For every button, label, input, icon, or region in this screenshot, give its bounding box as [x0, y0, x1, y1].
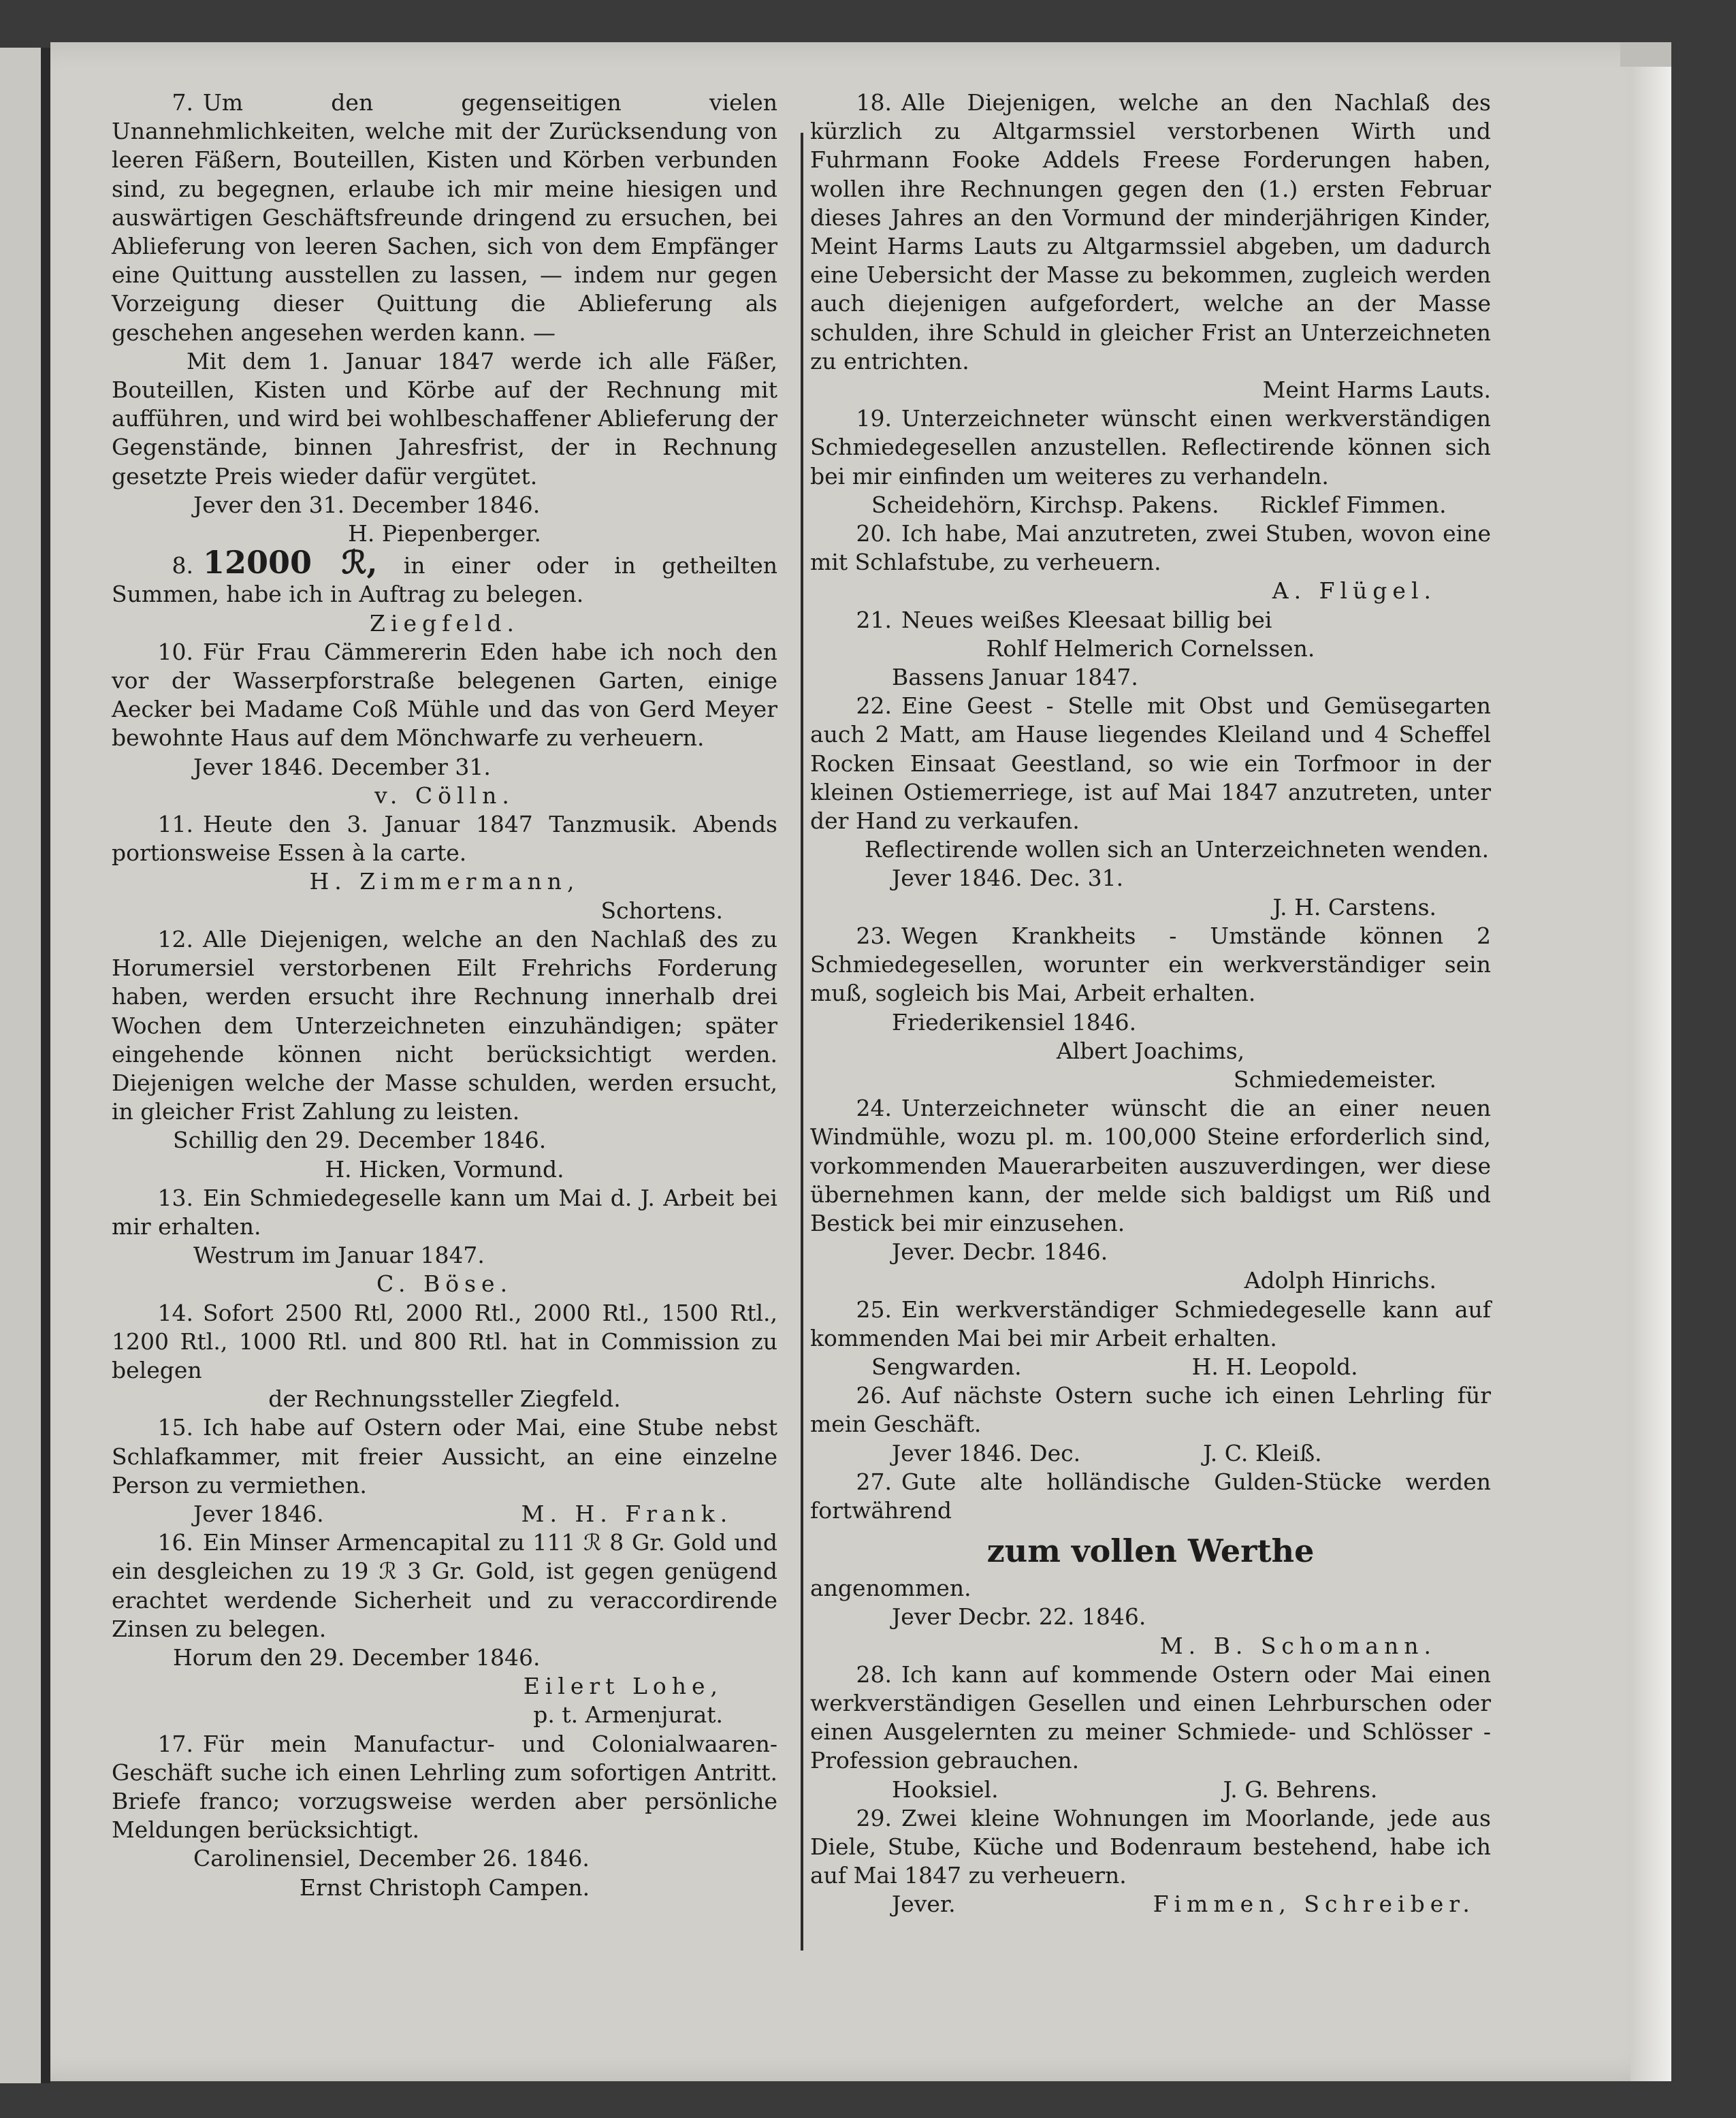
ad-number: 19.	[856, 405, 892, 432]
ad-signature: M. B. Schomann.	[1159, 1632, 1436, 1659]
ad-text: Zwei kleine Wohnungen im Moorlande, jede aus Diele, Stube, Küche und Bodenraum bestehend, habe ich auf Mai 1847 zu verheuern.	[810, 1804, 1491, 1889]
ad-text: Alle Diejenigen, welche an den Nachlaß des kürzlich zu Altgarmssiel verstorbenen Wirth und Fuhrmann Fooke Addels Freese Forderungen haben, wollen ihre Rechnungen gegen den (1.) ersten Februar dieses Jahres an den Vormund der minderjährigen Kinder, Meint Harms Lauts zu Altgarmssiel abgeben, um dadurch eine Uebersicht der Masse zu bekommen, zugleich werden auch diejenigen aufgefordert, welche an der Masse schulden, ihre Schuld in gleicher Frist an Unterzeichneten zu entrichten.	[810, 89, 1491, 374]
ad-place-date: Jever 1846. December 31.	[193, 753, 491, 780]
ad-text: Heute den 3. Januar 1847 Tanzmusik. Abends portionsweise Essen à la carte.	[112, 811, 777, 867]
ad-11	[112, 810, 777, 867]
ad-signature: H. Zimmermann,	[309, 868, 580, 895]
ad-number: 18.	[856, 89, 892, 116]
ad-signature: J. H. Carstens.	[1272, 893, 1436, 920]
page-corner	[1620, 42, 1671, 67]
ad-text: Sofort 2500 Rtl, 2000 Rtl., 2000 Rtl., 1500 Rtl., 1200 Rtl., 1000 Rtl. und 800 Rtl. hat in Commission zu belegen	[112, 1299, 777, 1383]
ad-8	[112, 544, 777, 609]
ad-place: Jever 1846. Dec.	[892, 1439, 1081, 1466]
ad-place-date: Bassens Januar 1847.	[892, 664, 1138, 691]
ad-text: Mit dem 1. Januar 1847 werde ich alle Fäßer, Bouteillen, Kisten und Körbe auf der Rechnung mit aufführen, und wird bei wohlbeschaffener Ablieferung der Gegenstände, binnen Jahresfrist, der in Rechnung gesetzte Preis wieder dafür vergütet.	[112, 347, 777, 490]
ad-number: 26.	[856, 1382, 892, 1409]
ad-29	[810, 1804, 1491, 1891]
ad-number: 28.	[856, 1660, 892, 1688]
right-column	[810, 89, 1491, 1919]
page-gutter	[41, 48, 50, 2083]
ad-number: 14.	[157, 1299, 193, 1326]
ad-place-date: Jever. Decbr. 1846.	[892, 1238, 1108, 1266]
ad-text: Ich habe, Mai anzutreten, zwei Stuben, wovon eine mit Schlafstube, zu verheuern.	[810, 520, 1491, 576]
ad-text: Auf nächste Ostern suche ich einen Lehrling für mein Geschäft.	[810, 1382, 1491, 1438]
ad-number: 10.	[157, 638, 193, 665]
ad-text: Ein Schmiedegeselle kann um Mai d. J. Arbeit bei mir erhalten.	[112, 1184, 777, 1240]
ad-signature: Ricklef Fimmen.	[1259, 491, 1447, 518]
ad-text: angenommen.	[810, 1575, 971, 1602]
ad-signature: Fimmen, Schreiber.	[1153, 1891, 1475, 1918]
ad-headline: zum vollen Werthe	[986, 1533, 1315, 1570]
ad-place-date	[810, 1353, 1491, 1381]
ad-text: Alle Diejenigen, welche an den Nachlaß des zu Horumersiel verstorbenen Eilt Frehrichs Forderung haben, werden ersucht ihre Rechnung innerhalb drei Wochen dem Unterzeichneten einzuhändigen; später eingehende können nicht berücksichtigt werden. Diejenigen welche der Masse schulden, werden ersucht, in gleicher Frist Zahlung zu leisten.	[112, 925, 777, 1125]
ad-number: 15.	[157, 1414, 193, 1441]
ad-place-date	[810, 1776, 1491, 1804]
ad-signature: J. C. Kleiß.	[1203, 1439, 1322, 1466]
ad-number: 24.	[856, 1095, 892, 1122]
ad-signature: Albert Joachims,	[1056, 1037, 1245, 1064]
left-column	[112, 89, 777, 1902]
ad-text: Für Frau Cämmererin Eden habe ich noch den vor der Wasserpforstraße belegenen Garten, einige Aecker bei Madame Coß Mühle und das von Gerd Meyer bewohnte Haus auf dem Mönchwarfe zu verheuern.	[112, 638, 777, 752]
ad-text: Unterzeichneter wünscht einen werkverständigen Schmiedegesellen anzustellen. Reflectirende können sich bei mir einfinden um weiteres zu verhandeln.	[810, 405, 1491, 490]
ad-text: Eine Geest - Stelle mit Obst und Gemüsegarten auch 2 Matt, am Hause liegendes Kleiland und 4 Scheffel Rocken Einsaat Geestland, so wie ein Torfmoor in der kleinen Ostiemerriege, ist auf Mai 1847 anzutreten, unter der Hand zu verkaufen.	[810, 692, 1491, 835]
ad-number: 25.	[856, 1296, 892, 1323]
ad-signature: Ziegfeld.	[369, 609, 520, 637]
ad-signature-place: Schortens.	[600, 897, 723, 924]
ad-13	[112, 1184, 777, 1241]
ad-place: Jever 1846.	[193, 1500, 324, 1527]
column-divider	[801, 133, 803, 1951]
ad-22	[810, 692, 1491, 835]
ad-17	[112, 1730, 777, 1845]
ad-text: Reflectirende wollen sich an Unterzeichneten wenden.	[865, 836, 1490, 863]
ad-number: 22.	[856, 692, 892, 720]
ad-21	[810, 606, 1491, 635]
ad-number: 29.	[856, 1804, 892, 1831]
ad-signature: Eilert Lohe,	[523, 1673, 723, 1700]
ad-text: Ein Minser Armencapital zu 111 ℛ 8 Gr. Gold und ein desgleichen zu 19 ℛ 3 Gr. Gold, ist gegen genügend erachtet werdende Sicherheit und zu veraccordirende Zinsen zu belegen.	[112, 1529, 777, 1642]
ad-text: Um den gegenseitigen vielen Unannehmlichkeiten, welche mit der Zurücksendung von leeren Fäßern, Bouteillen, Kisten und Körben verbunden sind, zu begegnen, erlaube ich mir meine hiesigen und auswärtigen Geschäftsfreunde dringend zu ersuchen, bei Ablieferung von leeren Sachen, sich von dem Empfänger eine Quittung ausstellen zu lassen, — indem nur gegen Vorzeigung dieser Quittung die Ablieferung als geschehen angesehen werden kann. —	[112, 89, 777, 346]
ad-number: 20.	[856, 520, 892, 547]
ad-text: Gute alte holländische Gulden-Stücke werden fortwährend	[810, 1468, 1491, 1524]
ad-signature: H. Hicken, Vormund.	[325, 1155, 564, 1183]
ad-text: Ich habe auf Ostern oder Mai, eine Stube nebst Schlafkammer, mit freier Aussicht, an eine einzelne Person zu vermiethen.	[112, 1414, 777, 1498]
ad-number: 17.	[157, 1730, 193, 1757]
ad-place-date: Westrum im Januar 1847.	[193, 1242, 485, 1269]
ad-signature: Meint Harms Lauts.	[1262, 376, 1491, 404]
ad-place-date: Jever 1846. Dec. 31.	[892, 865, 1124, 892]
ad-place-date: Horum den 29. December 1846.	[173, 1643, 541, 1671]
ad-number: 21.	[856, 606, 892, 633]
ad-signature: J. G. Behrens.	[1223, 1776, 1378, 1803]
ad-signature: Adolph Hinrichs.	[1244, 1267, 1436, 1294]
ad-16	[112, 1528, 777, 1643]
ad-signature: H. H. Leopold.	[1191, 1353, 1358, 1380]
ad-place-date: Jever Decbr. 22. 1846.	[892, 1603, 1146, 1631]
ad-number: 12.	[157, 925, 193, 952]
ad-27	[810, 1468, 1491, 1525]
ad-number: 7.	[172, 89, 193, 116]
ad-signature: A. Flügel.	[1272, 577, 1436, 605]
ad-place-date	[810, 1439, 1491, 1468]
ad-number: 11.	[157, 811, 193, 838]
ad-15	[112, 1413, 777, 1500]
ad-place-date: Carolinensiel, December 26. 1846.	[193, 1845, 590, 1872]
ad-place: Scheidehörn, Kirchsp. Pakens.	[871, 491, 1219, 518]
ad-signature: H. Piepenberger.	[348, 520, 541, 547]
ad-20	[810, 519, 1491, 577]
ad-text: in einer oder in getheilten Summen, habe ich in Auftrag zu belegen.	[112, 552, 777, 608]
ad-number: 8.	[172, 552, 193, 579]
ad-number: 23.	[856, 922, 892, 949]
ad-text: Neues weißes Kleesaat billig bei	[901, 606, 1272, 633]
ad-amount: 12000 ℛ,	[203, 544, 378, 581]
ad-place: Sengwarden.	[871, 1353, 1022, 1380]
ad-place-date: Schillig den 29. December 1846.	[173, 1127, 547, 1154]
ad-text: Ich kann auf kommende Ostern oder Mai einen werkverständigen Gesellen und einen Lehrburschen oder einen Ausgelernten zu meiner Schmiede- und Schlösser - Profession gebrauchen.	[810, 1660, 1491, 1774]
ad-12	[112, 925, 777, 1126]
ad-26	[810, 1381, 1491, 1439]
ad-19	[810, 404, 1491, 491]
ad-signature-title: p. t. Armenjurat.	[533, 1701, 723, 1729]
ad-place-date: Jever den 31. December 1846.	[193, 491, 541, 518]
ad-signature: v. Cölln.	[374, 782, 515, 809]
ad-7-cont	[112, 347, 777, 491]
ad-signature: Ernst Christoph Campen.	[299, 1874, 590, 1901]
ad-number: 13.	[157, 1184, 193, 1211]
ad-signature-title: Schmiedemeister.	[1233, 1065, 1436, 1093]
ad-text: Für mein Manufactur- und Colonialwaaren-Geschäft suche ich einen Lehrling zum sofortigen Antritt. Briefe franco; vorzugsweise werden aber persönliche Meldungen berücksichtigt.	[112, 1730, 777, 1844]
ad-23	[810, 922, 1491, 1008]
ad-place-date	[810, 491, 1491, 519]
ad-place: Hooksiel.	[892, 1776, 999, 1803]
ad-place: Jever.	[892, 1891, 956, 1918]
ad-text: Unterzeichneter wünscht die an einer neuen Windmühle, wozu pl. m. 100,000 Steine erforderlich sind, vorkommenden Mauerarbeiten auszuverdingen, wer diese übernehmen kann, der melde sich baldigst um Riß und Bestick bei mir einzusehen.	[810, 1095, 1491, 1236]
ad-place-date: Friederikensiel 1846.	[892, 1008, 1137, 1036]
ad-place-date	[810, 1890, 1491, 1919]
ad-28	[810, 1660, 1491, 1776]
ad-text: Wegen Krankheits - Umstände können 2 Schmiedegesellen, worunter ein werkverständiger sein muß, sogleich bis Mai, Arbeit erhalten.	[810, 922, 1491, 1007]
ad-text: Ein werkverständiger Schmiedegeselle kann auf kommenden Mai bei mir Arbeit erhalten.	[810, 1296, 1491, 1351]
ad-number: 27.	[856, 1468, 892, 1495]
ad-signature: der Rechnungssteller Ziegfeld.	[268, 1385, 621, 1413]
ad-signature: M. H. Frank.	[521, 1500, 733, 1527]
ad-10	[112, 638, 777, 753]
ad-25	[810, 1296, 1491, 1353]
ad-24	[810, 1094, 1491, 1238]
ad-place-date	[112, 1500, 777, 1528]
ad-18	[810, 89, 1491, 376]
ad-7	[112, 89, 777, 347]
page-right-edge	[1630, 42, 1671, 2081]
ad-signature: Rohlf Helmerich Cornelssen.	[986, 635, 1315, 662]
ad-signature: C. Böse.	[376, 1270, 513, 1298]
ad-number: 16.	[157, 1529, 193, 1556]
ad-14	[112, 1299, 777, 1385]
ad-22-cont	[810, 835, 1491, 864]
